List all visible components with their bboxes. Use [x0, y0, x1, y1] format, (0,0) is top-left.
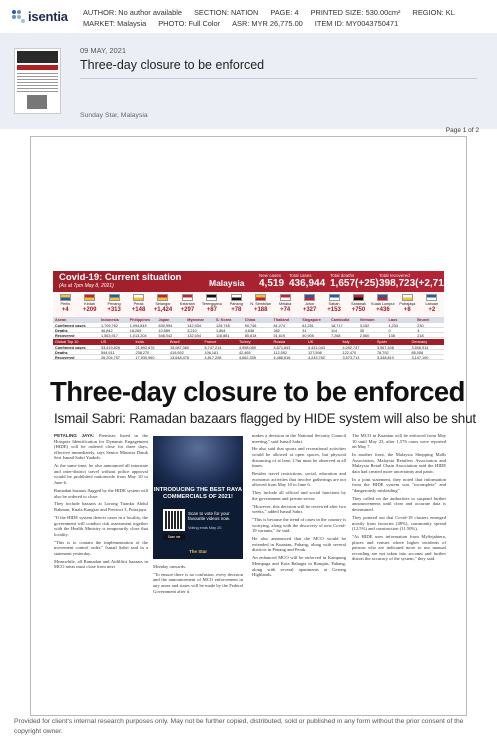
article-paragraph: They include all official and social functions by the government and private sector.	[252, 490, 346, 501]
row-label: Deaths	[55, 350, 68, 355]
article-paragraph: PETALING JAYA: Premises listed in the Hotspots Identification for Dynamic Engagement (HIDE) will be ordered close for three days, effective immediately, says Senior Minister Datuk Seri Ismail Sabri Yaakob.	[54, 433, 149, 461]
state-new-cases: +2	[428, 307, 436, 313]
article-paragraph: He also said that sports and recreational activities would be allowed at open spaces, but physical distancing of at least 1.5m must be observed at all times.	[252, 446, 346, 469]
covid-country: Malaysia	[209, 278, 245, 288]
table-cell: 85,008	[411, 350, 424, 355]
covid-subtitle: (As at 7pm May 8, 2021)	[59, 283, 114, 289]
isentia-logo	[12, 9, 68, 24]
table-cell: 1,233	[388, 323, 399, 328]
article-paragraph: The MCO in Kuantan will be enforced from May 10 until May 23, after 1,576 cases were reported on May 7.	[352, 433, 446, 450]
article-paragraph: At the same time, he also announced all interstate and inter-district travel without police approval would be prohibited nationwide from May 10 to June 6.	[54, 463, 148, 486]
table-cell: 3,567,408	[377, 345, 394, 350]
state-name: Perlis	[60, 302, 70, 306]
table-cell: 546,042	[158, 333, 173, 338]
state-flag-icon	[157, 294, 168, 301]
ad-brand: The Star	[189, 549, 208, 554]
column-header: Thailand	[273, 317, 290, 322]
table-cell: 3	[417, 328, 420, 333]
table-cell: 33,419,826	[101, 345, 121, 350]
table-cell: 60,905	[302, 333, 314, 338]
stat-label: Total recovered	[379, 273, 410, 278]
table-cell: 116,881	[216, 333, 230, 338]
article-source: Sunday Star, Malaysia	[80, 112, 148, 119]
column-header: China	[244, 317, 256, 322]
stat-label: Total cases	[289, 273, 312, 278]
column-header: Russia	[273, 340, 286, 344]
table-cell: 81,274	[273, 323, 286, 328]
table-cell: 26,204,757	[101, 355, 121, 360]
column-header: UK	[308, 340, 314, 344]
state-flag-icon	[377, 294, 388, 301]
row-label: Deaths	[55, 328, 68, 333]
column-header: France	[204, 340, 217, 344]
column-header: Japan	[158, 317, 170, 322]
state-new-cases: +87	[206, 307, 217, 313]
table-cell: 4,817,208	[204, 355, 222, 360]
table-cell: 3,348,810	[377, 355, 394, 360]
article-paragraph: "This is to contain the implementation of the movement control order," Ismail Sabri said in a statement yesterday.	[54, 539, 148, 556]
article-paragraph: In a joint statement, they noted that information from the HIDE system was "incomplete" and "dangerously misleading".	[352, 476, 446, 493]
article-column-4	[352, 433, 446, 564]
table-cell: 106,161	[204, 350, 219, 355]
table-cell: 1,864	[216, 328, 226, 333]
article-date: 09 MAY, 2021	[80, 46, 127, 55]
table-cell: 630,994	[158, 323, 173, 328]
state-flag-icon	[329, 294, 340, 301]
table-cell: 31	[302, 328, 307, 333]
dateline: PETALING JAYA:	[54, 433, 99, 438]
ad-scan-text: Scan to vote for your favourite videos now.	[188, 511, 231, 522]
table-cell: 15,087,360	[170, 345, 190, 350]
state-name: Kedah	[84, 302, 96, 306]
state-flag-icon	[109, 294, 120, 301]
state-name: Selangor	[155, 302, 171, 306]
table-cell: 10,589	[158, 328, 171, 333]
table-title: Asean	[55, 317, 67, 322]
column-header: S. Korea	[216, 317, 232, 322]
state-flag-icon	[402, 294, 413, 301]
table-cell: 238,270	[135, 350, 150, 355]
state-new-cases: +750	[351, 307, 366, 313]
table-cell: 2,560	[359, 333, 370, 338]
state-new-cases: +148	[131, 307, 146, 313]
state-name: Terengganu	[201, 302, 222, 306]
copyright-footer: Provided for client's internal research purposes only. May not be further copied, distributed, sold or published in any form without the prior consent of the copyright owner.	[14, 718, 464, 735]
table-cell: 594,911	[101, 350, 115, 355]
article-paragraph: "However, this decision will be reviewed after two weeks," added Ismail Sabri.	[252, 503, 346, 515]
meta-region: REGION: KL	[412, 8, 455, 17]
state-new-cases: +74	[280, 307, 291, 313]
state-name: Sabah	[328, 302, 340, 306]
table-cell: 7,268	[331, 333, 341, 338]
column-header: Singapore	[302, 317, 321, 322]
table-cell: 4,486,616	[273, 355, 291, 360]
table-cell: 218	[417, 333, 424, 338]
state-new-cases: +188	[253, 307, 268, 313]
article-thumbnail[interactable]	[14, 48, 61, 114]
column-header: Cambodia	[331, 317, 350, 322]
state-flag-icon	[231, 294, 242, 301]
column-header: Italy	[342, 340, 350, 344]
table-cell: 21,892,676	[135, 345, 155, 350]
table-cell: 17,930,960	[135, 355, 155, 360]
state-flag-icon	[280, 294, 291, 301]
meta-item-id: ITEM ID: MY0043750471	[314, 19, 399, 28]
article-paragraph: Besides travel restrictions, social, education and economic activities that involve gatherings are not allowed from May 10 to June 6.	[252, 471, 346, 488]
stat-total-recovered	[379, 273, 453, 289]
article-paragraph: makes a decision in the National Security Council meeting," said Ismail Sabri.	[252, 433, 346, 444]
table-cell: 1,563,917	[101, 333, 118, 338]
table-cell: 1,709,762	[101, 323, 118, 328]
article-paragraph: An enhanced MCO will be enforced in Kampung Mempaga and Kota Bahagia in Rompin, Pahang, along with several apartments at Gerong Highlands.	[252, 555, 346, 578]
row-label: Recovered	[55, 333, 75, 338]
article-paragraph: Monday onwards.	[153, 564, 187, 569]
state-name: Perak	[133, 302, 144, 306]
state-new-cases: +327	[302, 307, 317, 313]
column-header: India	[135, 340, 144, 344]
table-row	[53, 355, 444, 360]
stat-new-cases	[259, 273, 284, 289]
article-paragraph: "If the HIDE system detects cases in a locality, the government will conduct risk assessment together with the Health Ministry is temporarily close that locality.	[54, 514, 148, 537]
state-flag-icon	[255, 294, 266, 301]
table-cell: 4,092,747	[342, 345, 360, 350]
column-header: Turkey	[239, 340, 251, 344]
table-cell: 127,598	[308, 350, 322, 355]
scan-me-badge: Scan me	[163, 534, 185, 540]
table-cell: 90,746	[244, 323, 257, 328]
state-new-cases: +8	[403, 307, 411, 313]
column-header: Laos	[388, 317, 398, 322]
table-cell: 1,013,204	[129, 333, 147, 338]
table-cell: 13,648,476	[170, 355, 190, 360]
article-paragraph: They called on the authorities to suspend further announcements until clear and accurate data is determined.	[352, 495, 446, 513]
article-column-3	[252, 433, 346, 580]
table-cell: 35	[359, 328, 364, 333]
column-header: US	[101, 340, 107, 344]
state-flag-icon	[60, 294, 71, 301]
ad-vote-note: Voting ends May 20.	[188, 526, 223, 530]
state-name: Labuan	[425, 302, 439, 306]
row-label: Confirmed cases	[55, 323, 86, 328]
state-flag-icon	[426, 294, 437, 301]
table-cell: 114	[331, 328, 338, 333]
state-new-cases: +313	[107, 307, 121, 313]
table-cell: 4,871,843	[273, 345, 291, 350]
table-cell: 85,818	[244, 333, 257, 338]
article-paragraph: In another front, the Malaysia Shopping Malls Association, Malaysia Retailers Association and Malaysia Retail Chain Association said the HIDE data had created more uncertainty and panic.	[352, 452, 446, 474]
meta-page: PAGE: 4	[270, 8, 299, 17]
table-cell: 132,004	[187, 333, 201, 338]
table-row	[53, 333, 444, 338]
stat-value: 398,723(+2,719)	[379, 278, 453, 289]
state-flags-row	[53, 292, 444, 317]
state-flag-icon	[84, 294, 95, 301]
table-cell: 126,745	[216, 323, 230, 328]
state-flag-icon	[206, 294, 217, 301]
state-flag-icon	[304, 294, 315, 301]
table-cell: 230	[417, 323, 424, 328]
table-cell: 122,470	[342, 350, 357, 355]
state-name: Pahang	[229, 302, 243, 306]
article-paragraph: He also announced that the MCO would be extended in Kuantan, Pahang, along with several districts in Penang and Perak.	[252, 536, 346, 553]
clipping-subheadline: Ismail Sabri: Ramadan bazaars flagged by HIDE system will also be shut	[54, 411, 476, 426]
state-new-cases: +436	[376, 307, 390, 313]
table-cell: 61,251	[302, 323, 314, 328]
meta-photo: PHOTO: Full Color	[158, 19, 221, 28]
article-paragraph: They pointed out that Covid-19 clusters emerged mostly from factories (48%), community spread (12.5%) and construction (11.50%).	[352, 514, 446, 532]
state-name: Putrajaya	[399, 302, 416, 306]
logo-text: isentia	[28, 9, 68, 24]
table-title: Global Top 10	[55, 340, 79, 344]
stat-value: 436,944	[289, 278, 326, 289]
table-cell: 4,431,043	[308, 345, 325, 350]
state-new-cases: +1,424	[153, 307, 173, 313]
stat-label: Total deaths	[330, 273, 355, 278]
table-cell: 138	[388, 333, 395, 338]
raya-commercials-ad[interactable]	[153, 436, 243, 559]
column-header: Germany	[411, 340, 428, 344]
qr-code-icon[interactable]	[163, 509, 185, 531]
table-cell: 5,747,214	[204, 345, 222, 350]
state-name: Penang	[107, 302, 121, 306]
table-cell: 3,147,100	[411, 355, 429, 360]
column-header: Indonesia	[101, 317, 119, 322]
stat-value: 1,657(+25)	[330, 278, 379, 289]
column-header: Brunei	[417, 317, 430, 322]
header-divider	[80, 78, 477, 79]
state-name: Kuala Lumpur	[371, 302, 395, 306]
state-name: Johor	[304, 302, 315, 306]
article-column-1	[54, 433, 148, 572]
table-cell: 51,619	[273, 333, 286, 338]
article-paragraph: They include bazaars at Lorong Tuanku Abdul Rahman, Kuala Kangsar and Precinct 3, Putrajaya.	[54, 501, 148, 513]
state-new-cases: +153	[327, 307, 341, 313]
article-title[interactable]: Three-day closure to be enforced	[80, 58, 265, 72]
meta-printed-size: PRINTED SIZE: 530.00cm²	[310, 8, 401, 17]
clipping-headline: Three-day closure to be enforced	[50, 376, 465, 407]
clipping-frame	[30, 136, 467, 716]
stat-value: 4,519	[259, 278, 285, 289]
table-cell: 18,269	[129, 328, 142, 333]
table-cell: 3,573,713	[342, 355, 360, 360]
covid-banner	[53, 271, 453, 292]
article-header	[0, 33, 497, 129]
article-paragraph: Meanwhile, all Ramadan and Aidilfitri bazaars in MCO areas must close from next	[54, 558, 148, 570]
table-cell: 419,592	[170, 350, 184, 355]
state-flag-icon	[133, 294, 144, 301]
top-bar	[0, 0, 497, 32]
row-label: Recovered	[55, 355, 75, 360]
state-name: Sarawak	[351, 302, 366, 306]
column-header: Philippines	[129, 317, 151, 322]
state-new-cases: +209	[82, 307, 97, 313]
stat-total-deaths	[330, 273, 379, 289]
table-cell: 3,210	[187, 328, 197, 333]
article-paragraph: "As HIDE uses information from MySejahtera, places and venues where higher incidents of patrons who are indicated more to use manual recording are not taken into account and further distort the accuracy of the system," they said.	[352, 533, 446, 562]
table-cell: 112,592	[273, 350, 287, 355]
article-paragraph: "This is because the trend of cases in the country is worrying, along with the discovery of new Covid-19 variants," he said.	[252, 517, 346, 534]
meta-section: SECTION: NATION	[194, 8, 259, 17]
meta-author: AUTHOR: No author available	[83, 8, 182, 17]
table-cell: 382	[273, 328, 280, 333]
table-cell: 3,152	[359, 323, 370, 328]
state-name: Melaka	[279, 302, 292, 306]
covid-tables	[53, 317, 444, 360]
article-column-2	[153, 564, 243, 597]
row-label: Confirmed cases	[55, 345, 86, 350]
meta-asr: ASR: MYR 26,775.00	[232, 19, 303, 28]
stat-label: New cases	[259, 273, 282, 278]
table-cell: 142,934	[187, 323, 201, 328]
state-new-cases: +297	[180, 307, 195, 313]
covid-title: Covid-19: Current situation	[59, 272, 182, 283]
table-cell: 4,243,782	[308, 355, 325, 360]
table-cell: 78,792	[377, 350, 389, 355]
table-cell: 0	[388, 328, 391, 333]
state-name: Kelantan	[179, 302, 195, 306]
ad-headline: INTRODUCING THE BEST RAYA COMMERCIALS OF 2021!	[153, 487, 243, 500]
column-header: Brazil	[170, 340, 180, 344]
article-paragraph: Ramadan bazaars flagged by the HIDE system will also be ordered to close.	[54, 487, 149, 499]
table-cell: 4,662,335	[239, 355, 256, 360]
table-cell: 46,842	[101, 328, 113, 333]
table-cell: 42,465	[239, 350, 251, 355]
column-header: Myanmar	[187, 317, 204, 322]
state-new-cases: +78	[231, 307, 242, 313]
state-flag-icon	[182, 294, 193, 301]
meta-market: MARKET: Malaysia	[83, 19, 147, 28]
covid-panel	[53, 271, 453, 373]
state-name: N. Sembilan	[250, 302, 272, 306]
stat-total-cases	[289, 273, 325, 289]
column-header: Spain	[377, 340, 387, 344]
table-cell: 4,636	[244, 328, 255, 333]
logo-dots-icon	[12, 10, 25, 23]
table-cell: 1,094,849	[129, 323, 147, 328]
article-paragraph: "To ensure there is no confusion, every decision and the announcement of MCO enforcement in any areas and states will be made by the Federal Government after it	[153, 571, 243, 594]
table-cell: 18,717	[331, 323, 343, 328]
state-flag-icon	[353, 294, 364, 301]
table-cell: 3,506,914	[411, 345, 429, 350]
table-cell: 4,998,089	[239, 345, 256, 350]
state-new-cases: +4	[61, 307, 69, 313]
page-indicator: Page 1 of 2	[445, 127, 479, 134]
article-metadata	[83, 7, 467, 29]
column-header: Vietnam	[359, 317, 375, 322]
